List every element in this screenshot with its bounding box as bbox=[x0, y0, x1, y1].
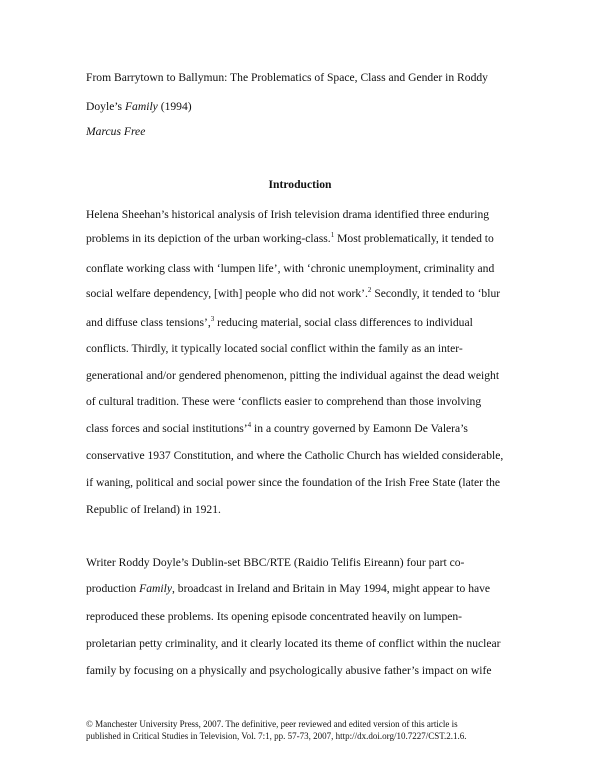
p1-line-5-text-a: and diffuse class tensions’, bbox=[86, 316, 211, 329]
section-heading: Introduction bbox=[268, 178, 332, 191]
p2-line-1: Writer Roddy Doyle’s Dublin-set BBC/RTE (Raidio Telifis Eireann) four part co- bbox=[86, 556, 465, 569]
p1-line-9-text-a: class forces and social institutions’ bbox=[86, 422, 248, 435]
p1-line-10: conservative 1937 Constitution, and where the Catholic Church has wielded considerable, bbox=[86, 449, 504, 462]
author-text: Marcus Free bbox=[86, 125, 146, 138]
article-title-line-1 bbox=[86, 71, 488, 85]
p1-line-8: of cultural tradition. These were ‘conflicts easier to comprehend than those involving bbox=[86, 395, 482, 408]
p2-line-2-text-b: , broadcast in Ireland and Britain in May 1994, might appear to have bbox=[171, 582, 491, 595]
p2-line-2-italic: Family bbox=[139, 582, 172, 595]
p2-line-2-text-a: production bbox=[86, 582, 140, 595]
p1-line-4-text-a: social welfare dependency, [with] people who did not work’. bbox=[86, 287, 368, 300]
copyright-footer-line-1: © Manchester University Press, 2007. The definitive, peer reviewed and edited version of this article is bbox=[86, 719, 458, 729]
p2-line-5: family by focusing on a physically and psychologically abusive father’s impact on wife bbox=[86, 664, 492, 677]
p1-line-5 bbox=[86, 316, 473, 330]
p2-line-4: proletarian petty criminality, and it clearly located its theme of conflict within the nuclear bbox=[86, 637, 501, 650]
p1-line-9-text-b: in a country governed by Eamonn De Valera’s bbox=[251, 422, 468, 435]
p1-line-5-text-b: reducing material, social class differences to individual bbox=[214, 316, 473, 329]
footnote-3: 3 bbox=[210, 315, 215, 324]
title-text-2-post: (1994) bbox=[157, 100, 192, 113]
title-text-2-pre: Doyle’s bbox=[86, 100, 125, 113]
title-text-2-italic: Family bbox=[124, 100, 158, 113]
p1-line-6: conflicts. Thirdly, it typically located social conflict within the family as an inter- bbox=[86, 342, 463, 355]
p1-line-2 bbox=[86, 232, 494, 246]
article-title-line-2 bbox=[86, 100, 192, 114]
title-text-1: From Barrytown to Ballymun: The Problematics of Space, Class and Gender in Roddy bbox=[86, 71, 488, 84]
copyright-footer-line-2: published in Critical Studies in Television, Vol. 7:1, pp. 57-73, 2007, http://dx.doi.org/10.7227/CST.2.1.6. bbox=[86, 731, 467, 741]
footnote-2: 2 bbox=[367, 286, 372, 295]
p1-line-12: Republic of Ireland) in 1921. bbox=[86, 503, 221, 516]
p2-line-2 bbox=[86, 582, 490, 596]
author-name bbox=[86, 125, 145, 139]
p1-line-2-text-b: Most problematically, it tended to bbox=[334, 232, 494, 245]
p1-line-2-text-a: problems in its depiction of the urban working-class. bbox=[86, 232, 331, 245]
p1-line-11: if waning, political and social power since the foundation of the Irish Free State (later the bbox=[86, 476, 501, 489]
p1-line-4-text-b: Secondly, it tended to ‘blur bbox=[371, 287, 501, 300]
p1-line-4 bbox=[86, 287, 500, 301]
footnote-1: 1 bbox=[330, 231, 335, 240]
p1-line-9 bbox=[86, 422, 468, 436]
footnote-4: 4 bbox=[247, 421, 252, 430]
p2-line-3: reproduced these problems. Its opening episode concentrated heavily on lumpen- bbox=[86, 610, 463, 623]
p1-line-3: conflate working class with ‘lumpen life’, with ‘chronic unemployment, criminality and bbox=[86, 262, 495, 275]
p1-line-7: generational and/or gendered phenomenon, pitting the individual against the dead weight bbox=[86, 369, 500, 382]
p1-line-1: Helena Sheehan’s historical analysis of Irish television drama identified three enduring bbox=[86, 208, 490, 221]
